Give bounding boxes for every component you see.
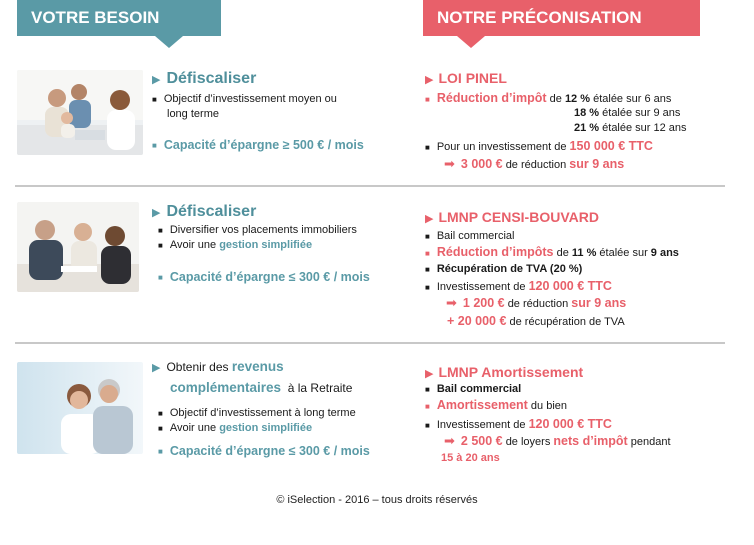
row2-reco-title: ▶ LMNP CENSI-BOUVARD	[425, 209, 599, 225]
row2-item: ■ Réduction d’impôts de 11 % étalée sur 9 ans	[425, 245, 679, 259]
row2-need-item: ■ Diversifier vos placements immobiliers	[158, 224, 357, 236]
row2-result-line: ➡ 1 200 € de réduction sur 9 ans	[446, 295, 627, 310]
row2-item: ■ Récupération de TVA (20 %)	[425, 263, 583, 275]
divider	[15, 342, 725, 344]
row3-need-item: ■ Objectif d’investissement à long terme	[158, 407, 356, 419]
row3-duration: 15 à 20 ans	[441, 452, 500, 464]
row1-capacity: ■ Capacité d’épargne ≥ 500 € / mois	[152, 138, 364, 152]
row3-capacity: ■ Capacité d’épargne ≤ 300 € / mois	[158, 444, 370, 458]
row1-need-item-cont: long terme	[167, 108, 219, 120]
row3-need-line-cont: complémentaires à la Retraite	[170, 380, 353, 395]
row3-item: ■ Bail commercial	[425, 383, 522, 395]
row1-reco-title: ▶ LOI PINEL	[425, 70, 507, 86]
row2-need-title: ▶ Défiscaliser	[152, 203, 257, 220]
row1-reduction-line: 18 % étalée sur 9 ans	[574, 107, 681, 119]
row3-reco-title: ▶ LMNP Amortissement	[425, 364, 584, 380]
row1-reduction-line: ■ Réduction d’impôt de 12 % étalée sur 6 ans	[425, 91, 672, 105]
row1-need-item: ■ Objectif d’investissement moyen ou	[152, 93, 337, 105]
row2-capacity: ■ Capacité d’épargne ≤ 300 € / mois	[158, 270, 370, 284]
row3-item: ■ Investissement de 120 000 € TTC	[425, 417, 612, 431]
row1-need-title: ▶ Défiscaliser	[152, 70, 257, 87]
row3-item: ■ Amortissement du bien	[425, 398, 567, 412]
family-photo	[17, 70, 143, 155]
row2-result-line: + 20 000 € de récupération de TVA	[447, 314, 625, 328]
row3-result-line: ➡ 2 500 € de loyers nets d’impôt pendant	[444, 433, 671, 448]
header-votre-besoin: VOTRE BESOIN	[17, 0, 221, 36]
row3-need-line: ▶ Obtenir des revenus	[152, 359, 284, 374]
couple-photo	[17, 362, 143, 454]
header-notre-preconisation: NOTRE PRÉCONISATION	[423, 0, 700, 36]
row2-item: ■ Bail commercial	[425, 230, 515, 242]
row1-reduction-line: 21 % étalée sur 12 ans	[574, 122, 687, 134]
row2-need-item: ■ Avoir une gestion simplifiée	[158, 239, 313, 251]
row1-result-line: ➡ 3 000 € de réduction sur 9 ans	[444, 156, 625, 171]
meeting-photo	[17, 202, 139, 292]
copyright-footer: © iSelection - 2016 – tous droits réservés	[276, 494, 478, 506]
row3-need-item: ■ Avoir une gestion simplifiée	[158, 422, 313, 434]
row2-item: ■ Investissement de 120 000 € TTC	[425, 279, 612, 293]
row1-invest-line: ■ Pour un investissement de 150 000 € TTC	[425, 139, 653, 153]
divider	[15, 185, 725, 187]
